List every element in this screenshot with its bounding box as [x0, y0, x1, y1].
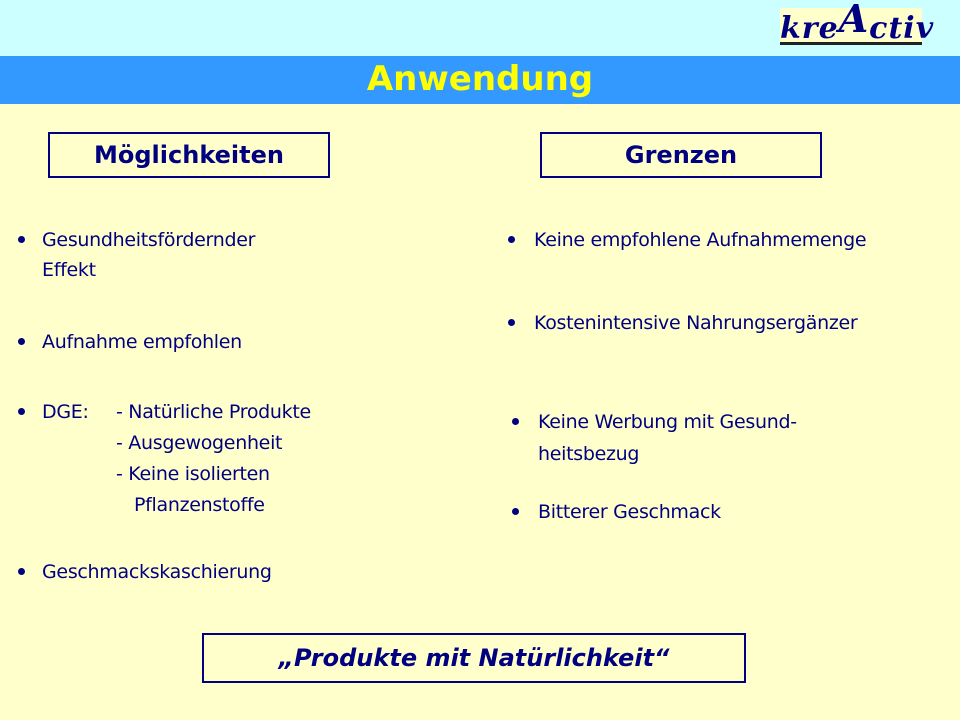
logo-prefix: kre	[780, 11, 839, 46]
page-title: Anwendung	[366, 59, 594, 99]
bullet-dot	[18, 568, 25, 575]
footer-box	[202, 633, 746, 683]
left-item-3-label: DGE:	[42, 401, 89, 423]
left-item-4: Geschmackskaschierung	[42, 561, 272, 583]
grenzen-heading-box	[540, 132, 822, 178]
bullet-dot	[512, 508, 519, 515]
title-bar	[0, 56, 960, 104]
right-item-3-line2: heitsbezug	[538, 443, 640, 465]
left-item-3-sub-1: - Natürliche Produkte	[116, 401, 311, 423]
logo-big-letter: A	[838, 0, 870, 41]
bullet-dot	[18, 338, 25, 345]
moeglichkeiten-heading-box	[48, 132, 330, 178]
right-item-4: Bitterer Geschmack	[538, 501, 721, 523]
left-item-3-sub-4: Pflanzenstoffe	[134, 494, 265, 516]
kreactiv-logo	[780, 0, 935, 46]
right-item-2: Kostenintensive Nahrungsergänzer	[534, 312, 858, 334]
right-item-1: Keine empfohlene Aufnahmemenge	[534, 229, 867, 251]
bullet-dot	[512, 418, 519, 425]
bullet-dot	[18, 236, 25, 243]
left-item-1-line2: Effekt	[42, 259, 96, 281]
left-item-2: Aufnahme empfohlen	[42, 331, 242, 353]
bullet-dot	[508, 236, 515, 243]
logo-suffix: ctiv	[869, 11, 935, 46]
moeglichkeiten-heading: Möglichkeiten	[94, 141, 284, 169]
bullet-dot	[18, 408, 25, 415]
grenzen-heading: Grenzen	[624, 141, 738, 169]
bullet-dot	[508, 319, 515, 326]
left-item-3-sub-2: - Ausgewogenheit	[116, 432, 283, 454]
left-item-3-sub-3: - Keine isolierten	[116, 463, 270, 485]
footer-text: „Produkte mit Natürlichkeit“	[278, 644, 670, 672]
right-item-3-line1: Keine Werbung mit Gesund-	[538, 411, 797, 433]
left-item-1-line1: Gesundheitsfördernder	[42, 229, 256, 251]
